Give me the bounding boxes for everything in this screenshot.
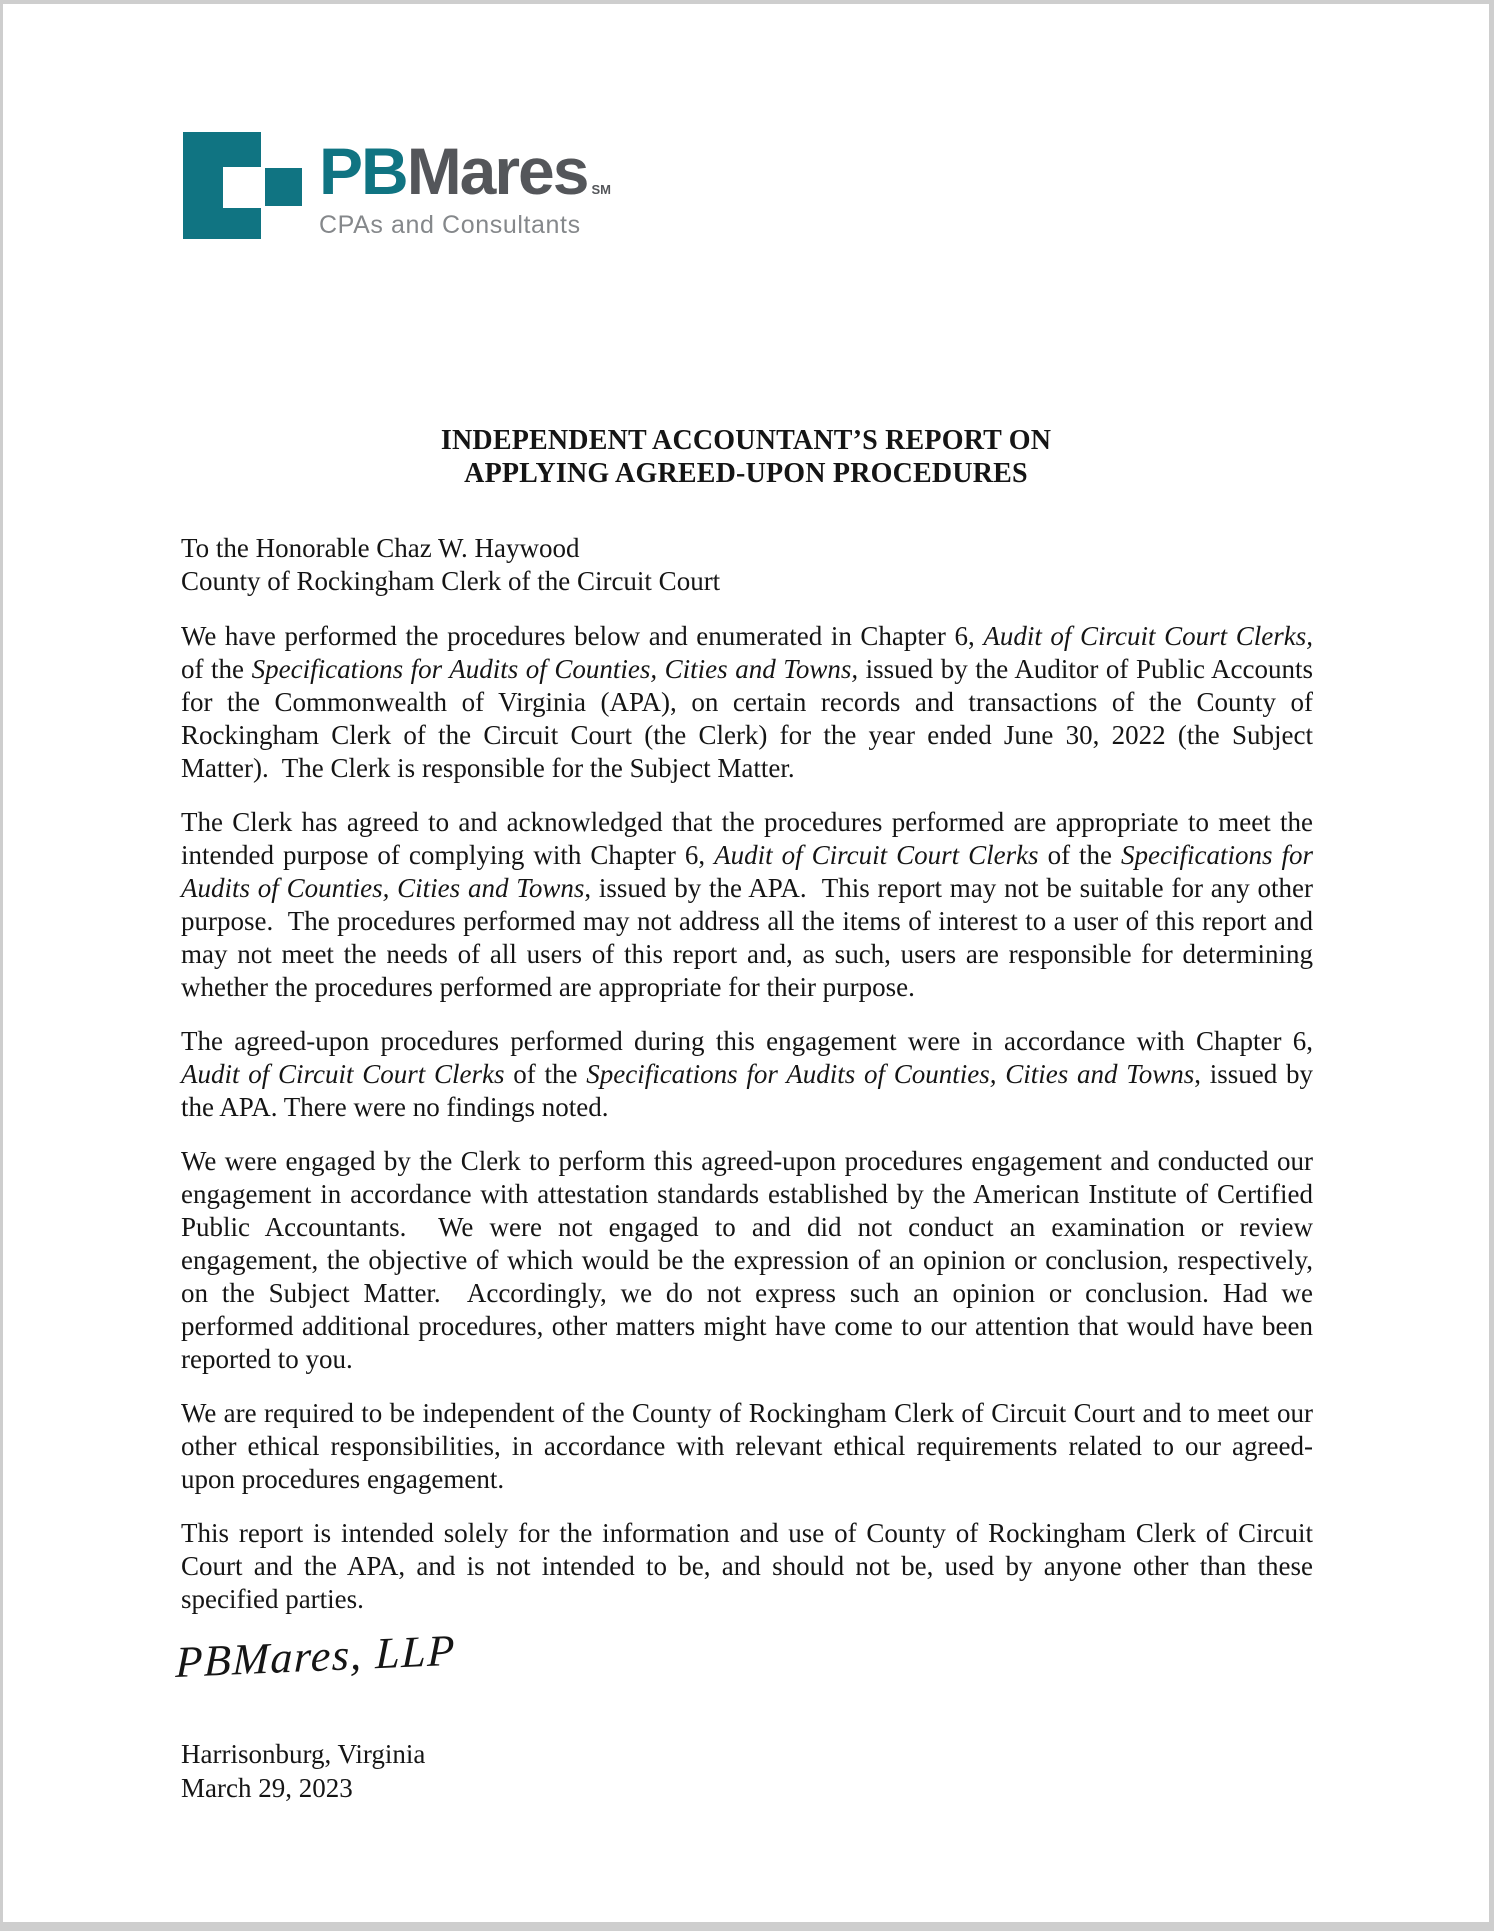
logo-wordmark: [319, 134, 611, 208]
addressee-org: County of Rockingham Clerk of the Circuit Court: [181, 566, 721, 596]
report-title-line1: INDEPENDENT ACCOUNTANT’S REPORT ON: [440, 425, 1052, 456]
closing-city: Harrisonburg, Virginia: [181, 1739, 426, 1769]
paragraph: We were engaged by the Clerk to perform this agreed-upon procedures engagement and conducted our engagement in accordance with attestation standards established by the American Institute of Certified Public Accountants. We were not engaged to and did not conduct an examination or review engagement, the objective of which would be the expression of an opinion or conclusion, respectively, on the Subject Matter. Accordingly, we do not express such an opinion or conclusion. Had we performed additional procedures, other matters might have come to our attention that would have been reported to you.: [181, 1146, 1320, 1374]
letter-body: [181, 620, 1320, 1616]
logo-text-column: [319, 134, 611, 240]
handwritten-signature: PBMares, LLP: [175, 1625, 457, 1687]
closing-date: March 29, 2023: [181, 1773, 353, 1803]
logo-trademark-sm: SM: [591, 182, 611, 197]
addressee-name: To the Honorable Chaz W. Haywood: [181, 533, 580, 563]
paragraph: This report is intended solely for the information and use of County of Rockingham Clerk of Circuit Court and the APA, and is not intended to be, and should not be, used by anyone other than these specified parties.: [181, 1518, 1320, 1614]
report-title: [3, 424, 1489, 490]
logo-wordmark-pb: PB: [319, 134, 407, 208]
logo-tagline: CPAs and Consultants: [319, 211, 581, 239]
closing-block: [181, 1737, 1489, 1805]
addressee-block: [181, 532, 1311, 598]
logo-wordmark-mares: Mares: [406, 134, 588, 208]
report-title-line2: APPLYING AGREED-UPON PROCEDURES: [464, 458, 1028, 489]
paragraph: We have performed the procedures below and enumerated in Chapter 6, Audit of Circuit Court Clerks, of the Specifications for Audits of Counties, Cities and Towns, issued by the Auditor of Public Accounts for the Commonwealth of Virginia (APA), on certain records and transactions of the County of Rockingham Clerk of the Circuit Court (the Clerk) for the year ended June 30, 2022 (the Subject Matter). The Clerk is responsible for the Subject Matter.: [181, 621, 1320, 783]
paragraph: The Clerk has agreed to and acknowledged that the procedures performed are appropriate to meet the intended purpose of complying with Chapter 6, Audit of Circuit Court Clerks of the Specifications for Audits of Counties, Cities and Towns, issued by the APA. This report may not be suitable for any other purpose. The procedures performed may not address all the items of interest to a user of this report and may not meet the needs of all users of this report and, as such, users are responsible for determining whether the procedures performed are appropriate for their purpose.: [181, 807, 1320, 1002]
paragraph: We are required to be independent of the County of Rockingham Clerk of Circuit Court and to meet our other ethical responsibilities, in accordance with relevant ethical requirements related to our agreed-upon procedures engagement.: [181, 1398, 1320, 1494]
paragraph: The agreed-upon procedures performed during this engagement were in accordance with Chapter 6, Audit of Circuit Court Clerks of the Specifications for Audits of Counties, Cities and Towns, issued by the APA. There were no findings noted.: [181, 1026, 1320, 1122]
pbmares-squares-mark-icon: [183, 132, 303, 240]
pbmares-logo: [183, 132, 1489, 246]
signature-block: [175, 1625, 1489, 1699]
